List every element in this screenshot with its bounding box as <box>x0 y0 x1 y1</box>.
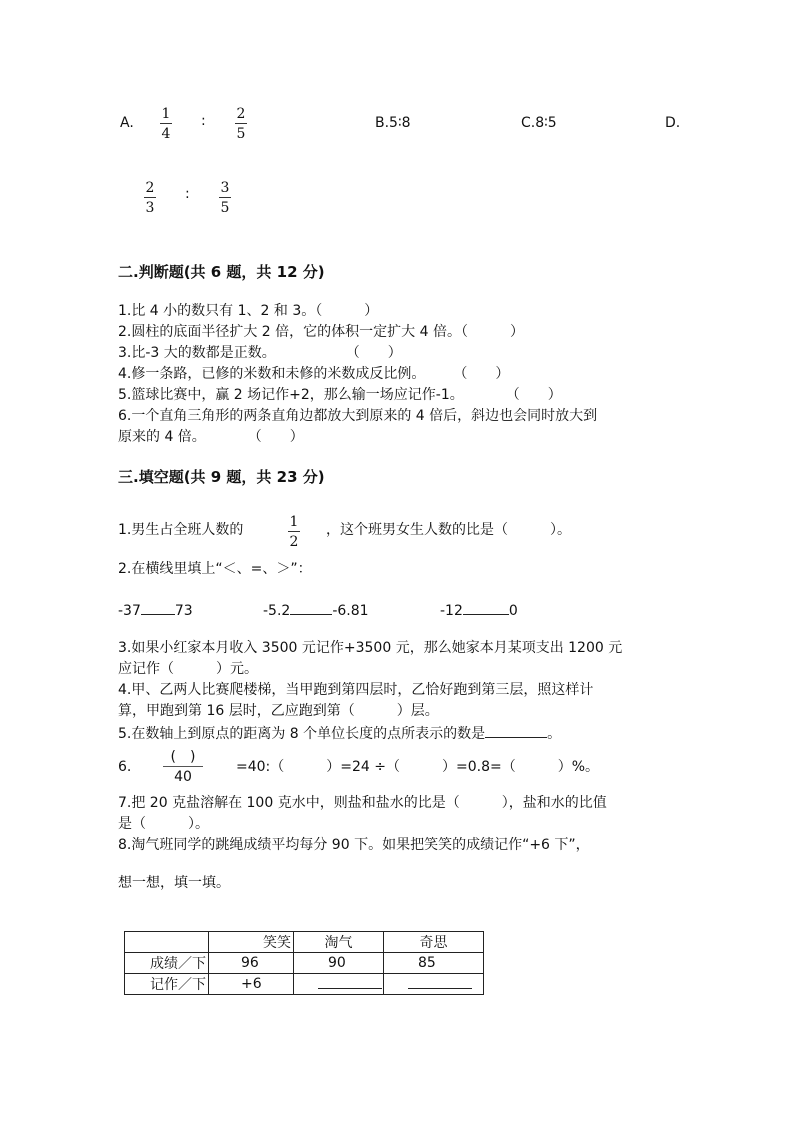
judgement-item: 3.比-3 大的数都是正数。 （ ） <box>118 345 402 361</box>
answer-blank[interactable] <box>141 602 175 615</box>
q7-line-2: 是（ ）。 <box>118 816 209 832</box>
fraction-numerator: 1 <box>161 106 171 122</box>
fraction-numerator: 1 <box>289 514 299 530</box>
fraction-denominator: 3 <box>145 200 155 216</box>
section-title-judgement: 二.判断题(共 6 题，共 12 分) <box>118 263 325 281</box>
compare-right: 73 <box>174 603 193 619</box>
compare-right: 0 <box>508 603 518 619</box>
option-d-fraction-1 <box>139 181 161 215</box>
table-answer-cell[interactable] <box>384 974 484 995</box>
judgement-item: 4.修一条路，已修的米数和未修的米数成反比例。 （ ） <box>118 366 510 382</box>
table-answer-cell[interactable] <box>294 974 384 995</box>
section-title-fill-in: 三.填空题(共 9 题，共 23 分) <box>118 468 325 486</box>
table-header-row <box>125 932 484 953</box>
ratio-colon: : <box>201 113 206 129</box>
answer-blank[interactable] <box>485 725 547 738</box>
q5-text-after: 。 <box>547 726 562 742</box>
compare-left: -5.2 <box>263 603 291 619</box>
table-header-cell <box>125 932 209 953</box>
q7-line-1: 7.把 20 克盐溶解在 100 克水中，则盐和盐水的比是（ ），盐和水的比值 <box>118 795 607 811</box>
fraction-numerator: ( ) <box>170 749 196 765</box>
compare-left: -37 <box>118 603 141 619</box>
judgement-item: 1.比 4 小的数只有 1、2 和 3。（ ） <box>118 303 379 319</box>
answer-blank[interactable] <box>463 602 509 615</box>
q2-compare-c <box>440 602 518 618</box>
table-row <box>125 953 484 974</box>
score-table <box>124 931 484 995</box>
fraction-denominator: 2 <box>289 534 299 550</box>
fraction-numerator: 2 <box>236 106 246 122</box>
option-d-label: D. <box>665 115 681 131</box>
q6-text: =40:（ ）=24 ÷（ ）=0.8=（ ）%。 <box>236 759 600 775</box>
fraction-denominator: 40 <box>174 769 192 785</box>
q6-label: 6. <box>118 759 132 775</box>
fraction-numerator: 2 <box>145 180 155 196</box>
table-row-label: 成绩／下 <box>125 953 209 974</box>
compare-right: -6.81 <box>332 603 369 619</box>
q1-text-after: ，这个班男女生人数的比是（ ）。 <box>326 522 571 538</box>
fraction-denominator: 5 <box>220 200 230 216</box>
option-a-label: A. <box>120 115 134 131</box>
option-d-fraction-2 <box>214 181 236 215</box>
q1-text-before: 1.男生占全班人数的 <box>118 522 244 538</box>
judgement-item: 2.圆柱的底面半径扩大 2 倍，它的体积一定扩大 4 倍。（ ） <box>118 324 524 340</box>
option-b: B.5∶8 <box>375 115 411 131</box>
table-cell: +6 <box>209 974 294 995</box>
q2-compare-a <box>118 602 193 618</box>
fraction-bar <box>163 766 203 767</box>
q1-fraction <box>283 515 305 549</box>
q2-compare-b <box>263 602 369 618</box>
answer-blank[interactable] <box>318 976 382 989</box>
q6-fraction <box>163 750 203 784</box>
option-a-fraction-1 <box>155 107 177 141</box>
q3-line-1: 3.如果小红家本月收入 3500 元记作+3500 元，那么她家本月某项支出 1200 元 <box>118 640 623 656</box>
q5-text-before: 5.在数轴上到原点的距离为 8 个单位长度的点所表示的数是 <box>118 726 486 742</box>
answer-blank[interactable] <box>408 976 472 989</box>
fraction-denominator: 5 <box>236 126 246 142</box>
q8-line-2: 想一想，填一填。 <box>118 875 230 891</box>
ratio-colon: : <box>185 186 190 202</box>
table-header-cell: 笑笑 <box>209 932 294 953</box>
table-header-cell: 淘气 <box>294 932 384 953</box>
table-cell: 96 <box>209 953 294 974</box>
q5-line <box>118 725 561 741</box>
fraction-numerator: 3 <box>220 180 230 196</box>
table-row <box>125 974 484 995</box>
judgement-item: 原来的 4 倍。 （ ） <box>118 429 304 445</box>
table-cell: 85 <box>384 953 484 974</box>
option-a-fraction-2 <box>230 107 252 141</box>
judgement-item: 6.一个直角三角形的两条直角边都放大到原来的 4 倍后，斜边也会同时放大到 <box>118 408 598 424</box>
table-header-cell: 奇思 <box>384 932 484 953</box>
judgement-item: 5.篮球比赛中，赢 2 场记作+2，那么输一场应记作-1。 （ ） <box>118 387 562 403</box>
q8-line-1: 8.淘气班同学的跳绳成绩平均每分 90 下。如果把笑笑的成绩记作“+6 下”， <box>118 837 590 853</box>
table-row-label: 记作／下 <box>125 974 209 995</box>
option-c: C.8∶5 <box>521 115 557 131</box>
answer-blank[interactable] <box>290 602 332 615</box>
fraction-denominator: 4 <box>161 126 171 142</box>
compare-left: -12 <box>440 603 463 619</box>
q2-text: 2.在横线里填上“＜、=、＞”： <box>118 561 312 577</box>
q4-line-2: 算，甲跑到第 16 层时，乙应跑到第（ ）层。 <box>118 703 439 719</box>
q3-line-2: 应记作（ ）元。 <box>118 661 258 677</box>
q4-line-1: 4.甲、乙两人比赛爬楼梯，当甲跑到第四层时，乙恰好跑到第三层，照这样计 <box>118 682 594 698</box>
table-cell: 90 <box>294 953 384 974</box>
